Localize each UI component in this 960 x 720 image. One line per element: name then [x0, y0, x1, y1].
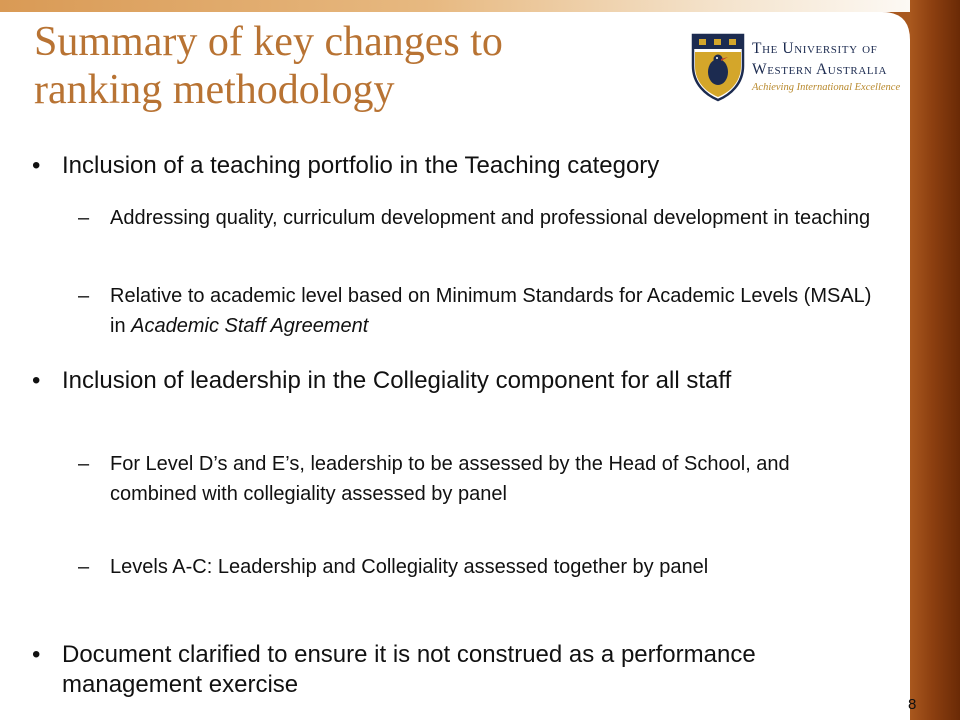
bullet-leadership-collegiality: • Inclusion of leadership in the Collegiality component for all staff	[62, 366, 882, 396]
sub-bullet-relative-academic-level	[110, 281, 880, 341]
university-logo	[690, 32, 902, 102]
title-line-1: Summary of key changes to	[34, 19, 503, 65]
sub-bullet-addressing-quality: – Addressing quality, curriculum development and professional development in teaching	[110, 203, 880, 233]
sub-bullet-emphasis: Academic Staff Agreement	[131, 315, 369, 337]
logo-line-1: The University of	[752, 40, 878, 57]
sub-bullet-level-d-e: – For Level D’s and E’s, leadership to be assessed by the Head of School, and combined with collegiality assessed by panel	[110, 449, 880, 509]
title-line-2: ranking methodology	[34, 67, 395, 113]
logo-wordmark	[752, 38, 902, 96]
sub-bullet-levels-a-c: – Levels A-C: Leadership and Collegiality assessed together by panel	[110, 552, 880, 582]
university-crest-icon	[690, 32, 746, 102]
top-decorative-bar	[0, 0, 960, 12]
slide-title	[34, 18, 634, 114]
sub-bullet-text: Relative to academic level based on Minimum Standards for Academic Levels (MSAL) in	[110, 285, 872, 337]
bullet-teaching-portfolio: • Inclusion of a teaching portfolio in the Teaching category	[62, 151, 882, 181]
right-decorative-bar	[910, 0, 960, 720]
logo-tagline: Achieving International Excellence	[752, 82, 901, 93]
page-number: 8	[908, 696, 917, 713]
logo-line-2: Western Australia	[752, 61, 887, 78]
bullet-document-clarified: • Document clarified to ensure it is not construed as a performance management exercise	[62, 640, 882, 700]
